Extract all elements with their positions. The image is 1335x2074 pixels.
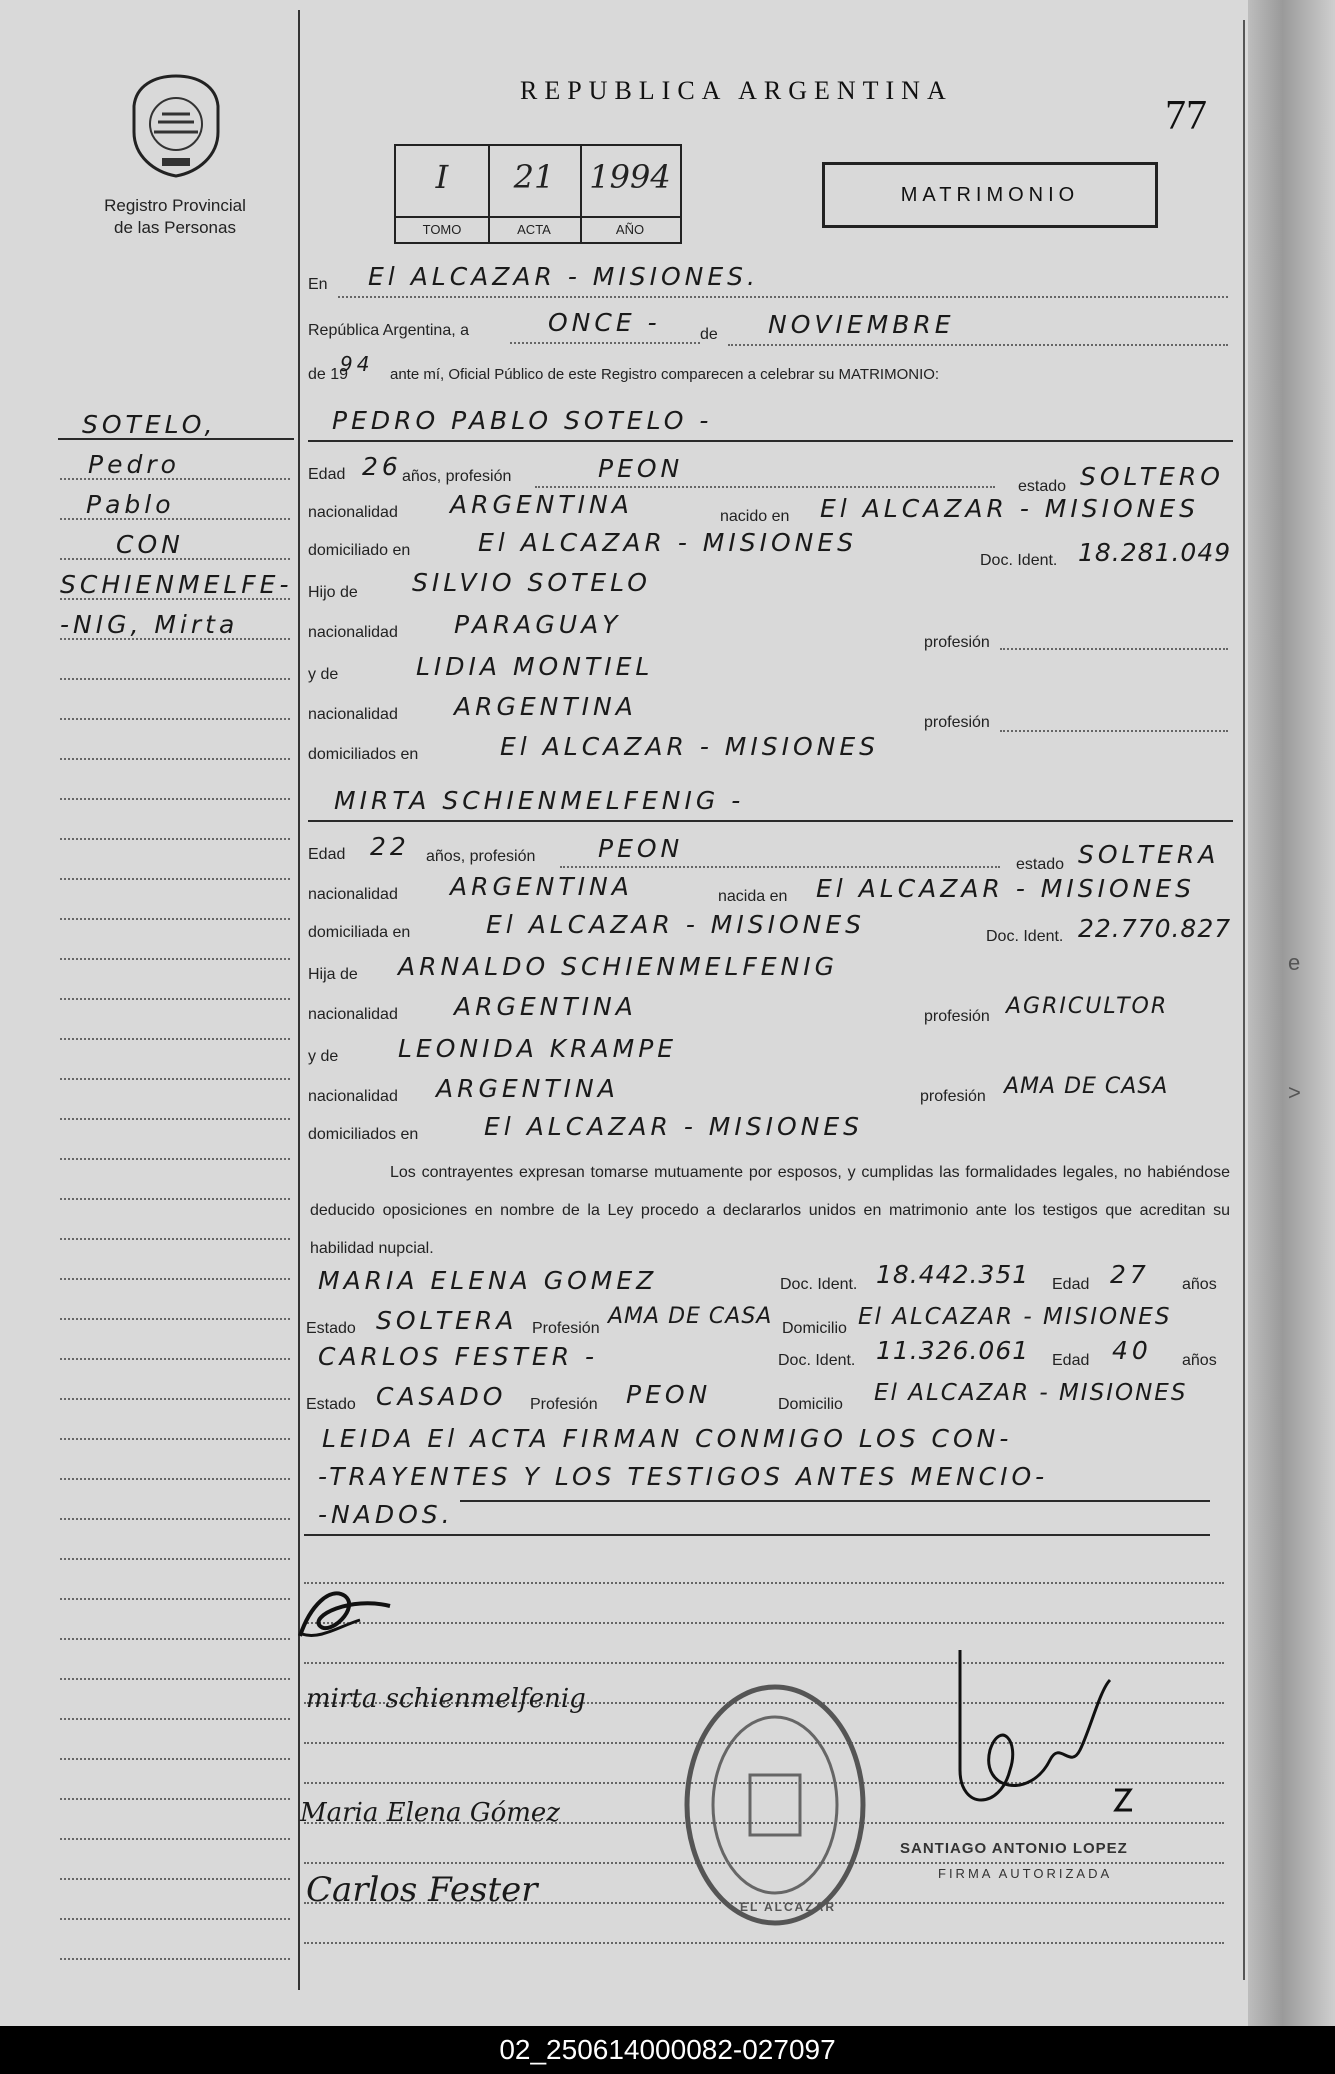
bride-nacionalidad: ARGENTINA [450,872,633,901]
witness1-profesion: AMA DE CASA [608,1304,773,1329]
page-number: 77 [1165,93,1207,139]
groom-estado: SOLTERO [1080,462,1224,491]
witness2-anos-label: años [1182,1352,1217,1369]
bride-signature: mirta schienmelfenig [306,1684,586,1714]
year-prefix: de 19 [308,366,349,383]
witness1-dom-label: Domicilio [782,1320,847,1337]
ano-value: 1994 [589,158,671,196]
groom-name: PEDRO PABLO SOTELO - [332,406,713,435]
witness1-estado-label: Estado [306,1320,356,1337]
ano-label: AÑO [580,216,680,242]
bride-padre-nac-label: nacionalidad [308,1006,398,1023]
bride-padre-nac: ARGENTINA [454,992,637,1021]
witness2-prof-label: Profesión [530,1396,598,1413]
witness2-doc-label: Doc. Ident. [778,1352,856,1369]
bride-padre: ARNALDO SCHIENMELFENIG [398,952,838,981]
groom-nacionalidad: ARGENTINA [450,490,633,519]
groom-padre-nac: PARAGUAY [454,610,622,639]
hijo-label: Hijo de [308,584,358,601]
witness2-signature: Carlos Fester [306,1870,538,1910]
acta-label: ACTA [488,216,580,242]
province-seal-icon [128,72,224,180]
bride-edad-label: Edad [308,846,346,863]
republica-label: República Argentina, a [308,322,469,339]
margin-divider [298,10,300,1990]
right-border [1243,20,1245,1980]
groom-signature-icon [290,1576,400,1652]
witness2-doc: 11.326.061 [876,1336,1030,1365]
witness1-anos-label: años [1182,1276,1217,1293]
witness1-estado: SOLTERA [376,1306,518,1335]
bride-edad: 22 [370,832,410,861]
record-number-box [394,144,682,244]
registry-name [70,195,280,239]
witness2-profesion: PEON [626,1380,712,1409]
groom-edad-label: Edad [308,466,346,483]
day-value: ONCE - [548,308,661,337]
officer-signature-icon [940,1650,1140,1840]
bride-nacida: El ALCAZAR - MISIONES [816,874,1196,903]
margin-note-line: Pablo [86,490,175,519]
witness1-edad: 27 [1110,1260,1150,1289]
groom-domics: El ALCAZAR - MISIONES [500,732,880,761]
groom-doc: 18.281.049 [1078,538,1232,567]
month-value: NOVIEMBRE [768,310,955,339]
book-edge: e > [1248,0,1335,2026]
bride-madre-prof: AMA DE CASA [1004,1074,1169,1099]
margin-note-line: -NIG, Mirta [60,610,239,639]
bride-profesion: PEON [598,834,684,863]
groom-padre: SILVIO SOTELO [412,568,651,597]
margin-note-line: SCHIENMELFE- [60,570,293,599]
bride-doc: 22.770.827 [1078,914,1232,943]
registry-line1: Registro Provincial [104,196,246,215]
bride-prof-label: años, profesión [426,848,536,865]
bride-padre-prof: AGRICULTOR [1006,994,1169,1019]
officer-name: SANTIAGO ANTONIO LOPEZ [900,1840,1128,1857]
groom-dom-label: domiciliado en [308,542,411,559]
stamp-text: EL ALCAZAR [740,1900,836,1914]
official-stamp-icon [680,1680,870,1930]
bride-dom-label: domiciliada en [308,924,411,941]
de-label: de [700,326,718,343]
padre-prof [1000,648,1228,650]
witness1-name: MARIA ELENA GOMEZ [318,1266,658,1295]
bride-madre-prof-label: profesión [920,1088,986,1105]
bride-domicilio: El ALCAZAR - MISIONES [486,910,866,939]
margin-note-line: SOTELO, [82,410,217,439]
bride-estado-label: estado [1016,856,1065,873]
padre-nac-label: nacionalidad [308,624,398,641]
bride-domics-label: domiciliados en [308,1126,419,1143]
groom-madre-nac: ARGENTINA [454,692,637,721]
witness1-domicilio: El ALCAZAR - MISIONES [858,1304,1172,1330]
witness2-dom-label: Domicilio [778,1396,843,1413]
year-value: 94 [340,352,374,376]
margin-note-line: Pedro [88,450,180,479]
domics-label: domiciliados en [308,746,419,763]
madre-prof [1000,730,1228,732]
witness1-prof-label: Profesión [532,1320,600,1337]
closing-line: -TRAYENTES Y LOS TESTIGOS ANTES MENCIO- [318,1462,1049,1491]
groom-madre: LIDIA MONTIEL [416,652,654,681]
witness2-edad: 40 [1112,1336,1152,1365]
witness1-signature: Maria Elena Gómez [300,1798,560,1828]
acta-cell [488,146,582,242]
groom-nacido-label: nacido en [720,508,790,525]
tomo-value: I [435,158,449,196]
witness2-estado: CASADO [376,1382,507,1411]
country-title: REPUBLICA ARGENTINA [520,76,953,105]
witness2-domicilio: El ALCAZAR - MISIONES [874,1380,1188,1406]
registry-line2: de las Personas [114,218,236,237]
bride-madre-nac-label: nacionalidad [308,1088,398,1105]
witness2-edad-label: Edad [1052,1352,1090,1369]
groom-domicilio: El ALCAZAR - MISIONES [478,528,858,557]
groom-edad: 26 [362,452,402,481]
bride-nac-label: nacionalidad [308,886,398,903]
bride-domics: El ALCAZAR - MISIONES [484,1112,864,1141]
padre-prof-label: profesión [924,634,990,651]
closing-line: LEIDA El ACTA FIRMAN CONMIGO LOS CON- [322,1424,1013,1453]
witness1-edad-label: Edad [1052,1276,1090,1293]
acta-value: 21 [513,158,555,196]
groom-nacido: El ALCAZAR - MISIONES [820,494,1200,523]
bride-madre-nac: ARGENTINA [436,1074,619,1103]
groom-estado-label: estado [1018,478,1067,495]
groom-prof-label: años, profesión [402,468,512,485]
image-id: 02_250614000082-027097 [0,2026,1335,2074]
officer-title: FIRMA AUTORIZADA [938,1866,1113,1881]
place-value: El ALCAZAR - MISIONES. [368,262,759,291]
record-type-box: MATRIMONIO [822,162,1158,228]
bride-estado: SOLTERA [1078,840,1220,869]
madre-prof-label: profesión [924,714,990,731]
bride-madre: LEONIDA KRAMPE [398,1034,678,1063]
groom-nac-label: nacionalidad [308,504,398,521]
declaration-text: Los contrayentes expresan tomarse mutuamente por esposos, y cumplidas las formalidades legales, no habiéndose deducido oposiciones en nombre de la Ley procedo a declararlos unidos en matrimonio ante los testigos que acreditan su habilidad nupcial. [310,1164,1230,1257]
hija-label: Hija de [308,966,358,983]
bride-yde-label: y de [308,1048,339,1065]
ano-cell [580,146,680,242]
closing-line: -NADOS. [318,1500,454,1529]
groom-doc-label: Doc. Ident. [980,552,1058,569]
bride-name: MIRTA SCHIENMELFENIG - [334,786,745,815]
bride-doc-label: Doc. Ident. [986,928,1064,945]
bride-padre-prof-label: profesión [924,1008,990,1025]
witness1-doc: 18.442.351 [876,1260,1030,1289]
groom-profesion: PEON [598,454,684,483]
madre-nac-label: nacionalidad [308,706,398,723]
ante-text: ante mí, Oficial Público de este Registro comparecen a celebrar su MATRIMONIO: [390,366,940,383]
margin-note-line: CON [116,530,184,559]
en-label: En [308,276,328,293]
tomo-cell [396,146,490,242]
bride-nacida-label: nacida en [718,888,788,905]
witness2-estado-label: Estado [306,1396,356,1413]
witness1-doc-label: Doc. Ident. [780,1276,858,1293]
yde-label: y de [308,666,339,683]
tomo-label: TOMO [396,216,488,242]
witness2-name: CARLOS FESTER - [318,1342,599,1371]
